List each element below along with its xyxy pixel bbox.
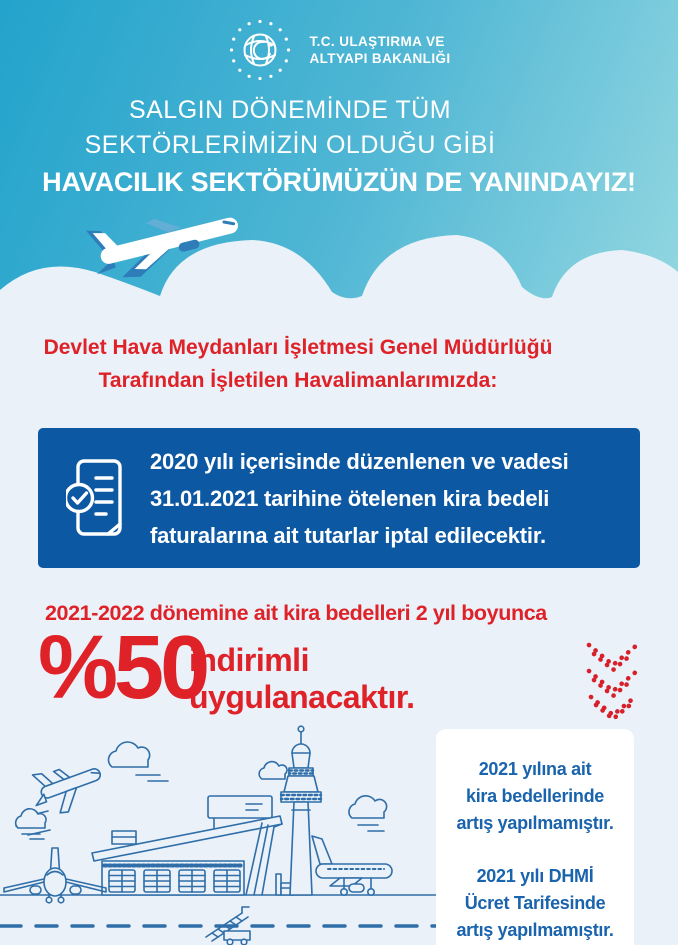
cancellation-line3: faturalarına ait tutarlar iptal edilecektir. (150, 522, 546, 548)
discount-term1: indirimli (189, 642, 309, 678)
headline-line3: HAVACILIK SEKTÖRÜMÜZÜN DE YANINDAYIZ! (42, 167, 636, 197)
notes-card (436, 729, 634, 945)
cancellation-line2: 31.01.2021 tarihine ötelenen kira bedeli (150, 485, 550, 511)
discount-percent: %50 (38, 618, 207, 718)
headline-line1: SALGIN DÖNEMİNDE TÜM (128, 96, 452, 124)
airplane-icon (80, 190, 248, 282)
header-banner (0, 0, 678, 316)
intro-line2: Tarafından İşletilen Havalimanlarımızda: (98, 369, 498, 392)
ministry-name (309, 33, 450, 67)
headline-line2: SEKTÖRLERİMİZİN OLDUĞU GİBİ (84, 131, 496, 159)
cancellation-line1: 2020 yılı içerisinde düzenlenen ve vadesi (150, 448, 569, 474)
discount-term2: uygulanacaktır. (189, 679, 415, 715)
note-first (436, 756, 634, 837)
invoice-check-icon (66, 456, 124, 540)
note-second-line1: 2021 yılı DHMİ (476, 866, 594, 886)
cancellation-box (38, 428, 640, 568)
ministry-name-line1: T.C. ULAŞTIRMA VE (309, 34, 445, 49)
note-first-line1: 2021 yılına ait (478, 759, 592, 779)
cancellation-text (150, 443, 569, 554)
note-second-line2: Ücret Tarifesinde (464, 893, 606, 913)
note-second-line3: artış yapılmamıştır. (456, 920, 614, 940)
intro-heading (8, 331, 588, 397)
intro-line1: Devlet Hava Meydanları İşletmesi Genel Müdürlüğü (43, 336, 553, 359)
note-first-line3: artış yapılmamıştır. (456, 813, 614, 833)
discount-lead: 2021-2022 dönemine ait kira bedelleri 2 yıl boyunca (45, 601, 547, 625)
note-first-line2: kira bedellerinde (466, 786, 604, 806)
ministry-emblem-icon (227, 17, 293, 83)
note-second (436, 863, 634, 944)
ministry-logo-block (0, 0, 678, 83)
dotted-down-arrows-icon (584, 641, 642, 725)
ministry-name-line2: ALTYAPI BAKANLIĞI (309, 51, 451, 66)
discount-terms (189, 642, 414, 716)
airport-scene-illustration (0, 722, 446, 945)
